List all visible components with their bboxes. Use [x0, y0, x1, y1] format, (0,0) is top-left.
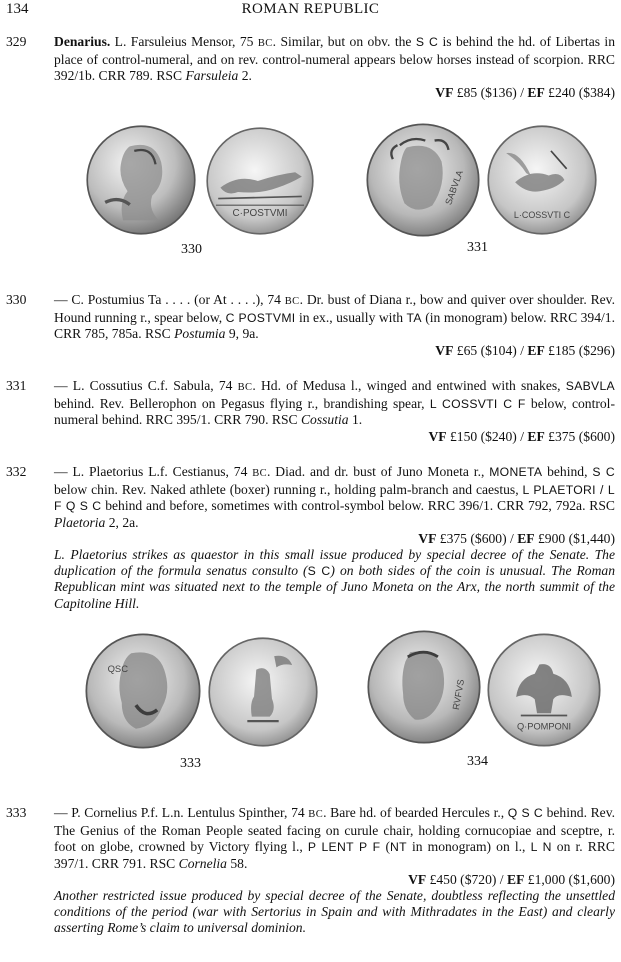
coin-legend: NT [389, 840, 407, 855]
era-label: BC [308, 809, 324, 820]
coin-plate-330-331 [0, 118, 621, 268]
coin-331-obverse [365, 122, 481, 238]
text-run: behind. Rev. The Genius of the Roman People seated facing on curule chair, holding cornucopiae and sceptre, r. foot on globe, crowned by Victory flying l., [54, 805, 616, 855]
reference-name: Postumia [174, 326, 226, 342]
text-run: ) on both sides of the coin is unusual. The Roman Republican mint was situated next to the temple of Juno Moneta on the Arx, the north summit of the Capitoline Hill. [54, 563, 615, 611]
price-vf: £65 ($104) / [453, 342, 528, 358]
era-label: BC [252, 468, 268, 479]
coin-330-reverse [204, 126, 316, 236]
text-run: behind and before, sometimes with control-symbol below. RRC 396/1. CRR 792, 792a. RSC [101, 498, 615, 514]
text-run: . Hd. of Medusa l., winged and entwined with snakes, [252, 378, 566, 393]
grade-vf: VF [408, 871, 427, 887]
entry-text [54, 292, 615, 359]
text-run: — L. Cossutius C.f. Sabula, 74 [54, 378, 238, 393]
svg-text:SABVLA: SABVLA [443, 168, 466, 207]
entry-text [54, 34, 615, 101]
text-run: (in monogram) below. RRC 394/1. CRR 785, 785a. RSC [54, 310, 615, 342]
coin-legend: L COSSVTI C F [429, 397, 526, 412]
entry-number: 332 [6, 464, 27, 479]
price-line [54, 343, 615, 359]
text-run: 2. [238, 68, 252, 84]
svg-text:RVFVS: RVFVS [450, 678, 467, 711]
svg-text:Q·POMPONI: Q·POMPONI [516, 721, 572, 732]
text-run: below, control-numeral behind. RRC 395/1. CRR 790. RSC [54, 396, 615, 428]
coin-plate-333-334 [0, 622, 621, 778]
genius-seated-icon [206, 636, 320, 748]
grade-ef: EF [517, 530, 535, 546]
text-run: behind. Rev. Bellerophon on Pegasus flying r., brandishing spear, [54, 396, 430, 412]
running-title: ROMAN REPUBLIC [241, 1, 380, 17]
text-run: — L. Plaetorius L.f. Cestianus, 74 [54, 464, 253, 479]
coin-333-reverse [206, 636, 320, 748]
medusa-head-icon [365, 122, 481, 238]
entry-note: Another restricted issue produced by special decree of the Senate, doubtless reflecting the unsettled conditions of the period (war with Sertorius in Spain and with Mithradates in the East) and clearly asserting Rome’s claim to universal dominion. [54, 888, 615, 936]
hercules-head-icon [84, 632, 202, 750]
entry-text [54, 464, 615, 612]
text-run: L. Plaetorius strikes as quaestor in this small issue produced by special decree of the Senate. The duplication of the formula senatus consulto ( [54, 547, 615, 579]
text-run: . Diad. and dr. bust of Juno Moneta r., [267, 464, 490, 479]
jupiter-head-icon [366, 628, 482, 746]
coin-legend: S C [415, 35, 439, 49]
price-line [54, 872, 615, 888]
coin-330-obverse [85, 124, 197, 236]
grade-vf: VF [435, 342, 454, 358]
grade-vf: VF [435, 84, 454, 100]
page-number: 134 [6, 1, 29, 17]
entry-number: 331 [6, 378, 27, 393]
coin-legend: C POSTVMI [225, 311, 296, 326]
coin-legend: L N [530, 840, 552, 855]
price-ef: £240 ($384) [544, 84, 615, 100]
plate-label-331: 331 [467, 240, 488, 255]
grade-ef: EF [507, 871, 525, 887]
diana-bust-icon [85, 124, 197, 236]
coin-legend: S C [592, 465, 616, 479]
text-run: . Dr. bust of Diana r., bow and quiver over shoulder. Rev. Hound running r., spear below, [54, 292, 615, 326]
price-vf: £150 ($240) / [446, 428, 528, 444]
coin-legend: Q S C [507, 806, 543, 820]
catalog-entry-332 [6, 464, 615, 612]
price-vf: £85 ($136) / [453, 84, 528, 100]
price-ef: £1,000 ($1,600) [524, 871, 615, 887]
reference-name: Cossutia [300, 412, 349, 428]
denomination: Denarius. [54, 34, 111, 49]
era-label: BC [284, 296, 300, 307]
text-run: 1. [348, 412, 363, 428]
coin-334-obverse [366, 628, 482, 746]
eagle-icon [486, 632, 602, 748]
plate-label-334: 334 [467, 754, 488, 769]
price-vf: £450 ($720) / [426, 871, 507, 887]
entry-number: 329 [6, 34, 27, 49]
entry-number: 333 [6, 805, 27, 820]
plate-label-330: 330 [181, 242, 202, 257]
entry-text [54, 805, 615, 937]
reference-name: Cornelia [178, 855, 227, 871]
coin-333-obverse [84, 632, 202, 750]
coin-334-reverse [486, 632, 602, 748]
grade-vf: VF [418, 530, 437, 546]
svg-text:C·POSTVMI: C·POSTVMI [232, 208, 288, 220]
pegasus-rider-icon [486, 124, 598, 236]
price-ef: £900 ($1,440) [534, 530, 615, 546]
text-run: on r. RRC 397/1. CRR 791. RSC [54, 839, 615, 871]
price-ef: £185 ($296) [544, 342, 615, 358]
price-line [54, 429, 615, 445]
grade-ef: EF [527, 84, 545, 100]
svg-text:L·COSSVTI C: L·COSSVTI C [513, 210, 571, 221]
catalog-entry-331 [6, 378, 615, 445]
catalog-entry-330 [6, 292, 615, 359]
entry-number: 330 [6, 292, 27, 307]
coin-legend: MONETA [489, 465, 543, 479]
coin-legend: S C [307, 564, 331, 579]
era-label: BC [257, 38, 273, 49]
coin-legend: TA [406, 311, 422, 326]
text-run: is behind the hd. of Libertas in place of control-numeral, and on rev. control-numeral appears below horses instead of scorpion. RRC 392/1b. CRR 789. RSC [54, 34, 615, 84]
era-label: BC [237, 382, 253, 393]
text-run: behind, [542, 464, 593, 479]
coin-331-reverse [486, 124, 598, 236]
hound-running-icon [204, 126, 316, 236]
catalog-entry-333 [6, 805, 615, 937]
plate-label-333: 333 [180, 756, 201, 771]
text-run: . Similar, but on obv. the [272, 34, 416, 49]
text-run: — C. Postumius Ta . . . . (or At . . . .), 74 [54, 292, 285, 307]
text-run: in monogram) on l., [406, 839, 531, 855]
text-run: below chin. Rev. Naked athlete (boxer) running r., holding palm-branch and caestus, [54, 482, 523, 498]
text-run: — P. Cornelius P.f. L.n. Lentulus Spinther, 74 [54, 805, 309, 820]
text-run: 58. [226, 855, 248, 871]
page-header [6, 0, 615, 20]
text-run: 9, 9a. [225, 326, 259, 342]
text-run: . Bare hd. of bearded Hercules r., [323, 805, 508, 820]
entry-text [54, 378, 615, 445]
price-ef: £375 ($600) [544, 428, 615, 444]
reference-name: Plaetoria [54, 514, 106, 530]
text-run: ( [380, 839, 390, 855]
coin-legend: SABVLA [565, 379, 615, 393]
entry-note [54, 547, 615, 612]
text-run: 2, 2a. [105, 514, 139, 530]
text-run: in ex., usually with [295, 310, 407, 326]
price-vf: £375 ($600) / [436, 530, 518, 546]
grade-ef: EF [527, 342, 545, 358]
catalog-entry-329 [6, 34, 615, 101]
price-line [54, 531, 615, 547]
coin-legend: L PLAETORI / L F Q S C [54, 483, 615, 514]
text-run: L. Farsuleius Mensor, 75 [110, 34, 258, 49]
grade-ef: EF [527, 428, 545, 444]
price-line [54, 85, 615, 101]
svg-text:QSC: QSC [107, 663, 129, 675]
grade-vf: VF [428, 428, 447, 444]
reference-name: Farsuleia [185, 68, 239, 84]
coin-legend: P LENT P F [307, 840, 381, 855]
